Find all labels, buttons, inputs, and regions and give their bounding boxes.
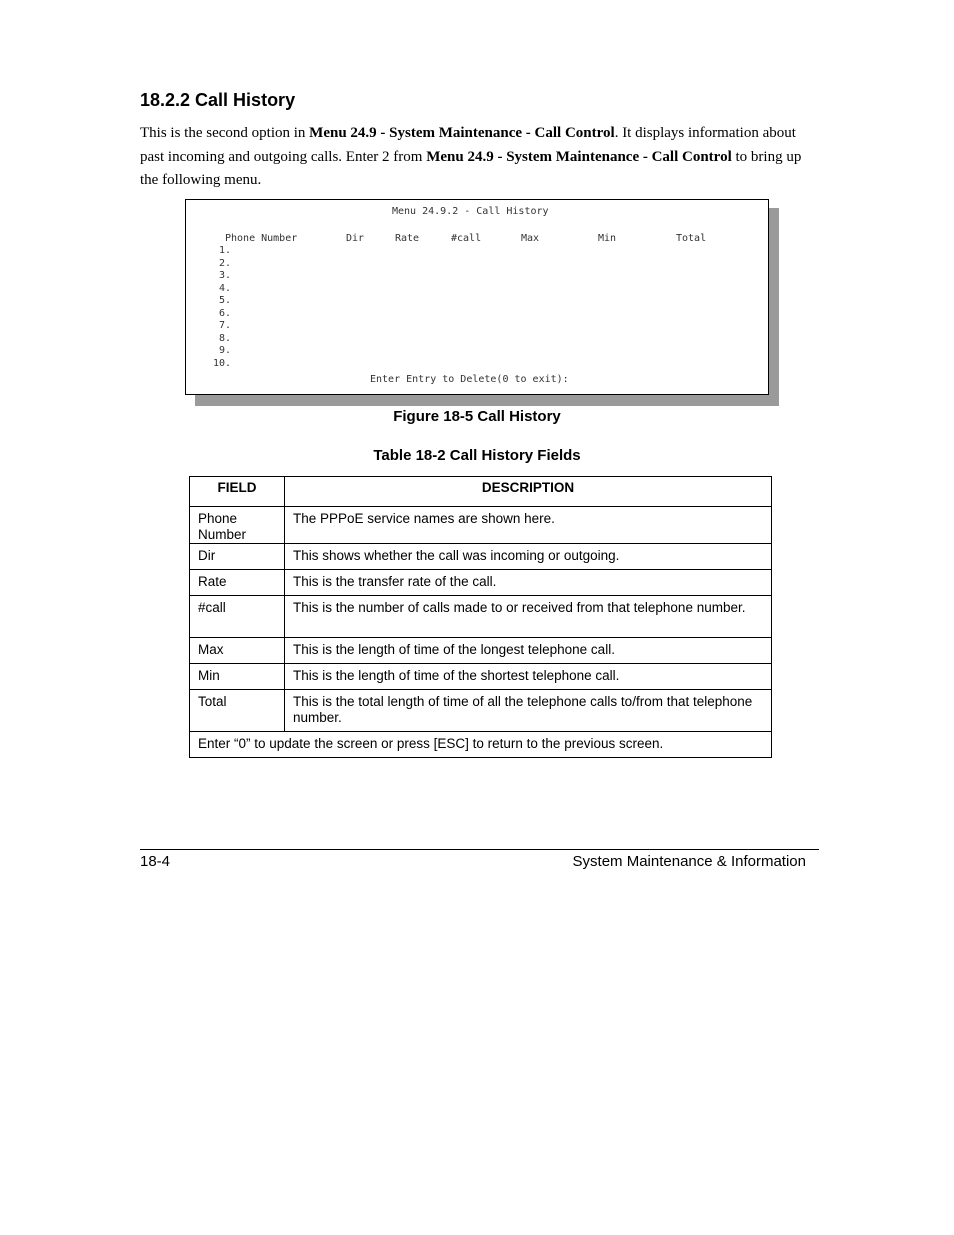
intro-text-1: This is the second option in [140,125,310,141]
table-header-row [190,477,772,507]
entry-row: 9. [219,345,232,356]
intro-text-3: to bring up the following menu. [140,148,802,188]
field-cell: Rate [190,570,285,596]
description-cell: This is the length of time of the shortest telephone call. [285,664,772,690]
entry-row: 4. [219,282,232,294]
entry-row: 10. [213,357,232,369]
entry-row: 8. [219,332,232,344]
table-row [190,690,772,732]
entry-row: 2. [219,257,232,269]
header-field: FIELD [190,477,285,507]
description-cell: This is the number of calls made to or received from that telephone number. [285,596,772,638]
field-cell: #call [190,596,285,638]
column-max: Max [521,233,540,244]
description-cell: This shows whether the call was incoming or outgoing. [285,544,772,570]
terminal-screen [185,199,769,395]
table-row [190,544,772,570]
field-cell: Min [190,664,285,690]
table-row [190,570,772,596]
field-cell: Dir [190,544,285,570]
entry-row: 1. [219,245,232,256]
intro-text-2: . It displays information about past incoming and outgoing calls. Enter 2 from [140,125,796,165]
entry-row: 5. [219,295,232,306]
table-footer-row [190,732,772,758]
entry-row: 6. [219,307,232,319]
table-row [190,664,772,690]
footer-divider [140,849,819,850]
field-cell: Max [190,638,285,664]
field-cell: Phone Number [190,507,285,544]
table-row [190,596,772,638]
menu-reference-1: Menu 24.9 - System Maintenance - Call Control [309,125,615,141]
column-min: Min [598,233,617,244]
field-cell: Total [190,690,285,732]
table-footer-note: Enter “0” to update the screen or press [ESC] to return to the previous screen. [190,732,772,758]
menu-reference-2: Menu 24.9 - System Maintenance - Call Control [426,148,732,165]
chapter-title: System Maintenance & Information [572,853,806,870]
call-history-fields-table [189,476,772,758]
page-number: 18-4 [140,853,171,870]
header-description: DESCRIPTION [285,477,772,507]
description-cell: This is the total length of time of all the telephone calls to/from that telephone number. [285,690,772,732]
description-cell: The PPPoE service names are shown here. [285,507,772,544]
column-total: Total [676,233,707,244]
column-call: #call [451,233,482,244]
screen-title: Menu 24.9.2 - Call History [392,206,549,217]
entry-row: 3. [219,270,232,281]
intro-paragraph [140,122,820,193]
section-heading: 18.2.2 Call History [140,90,296,110]
table-row [190,638,772,664]
delete-entry-prompt[interactable]: Enter Entry to Delete(0 to exit): [370,374,569,385]
column-dir: Dir [346,233,365,244]
figure-caption: Figure 18-5 Call History [393,408,561,425]
column-rate: Rate [395,233,420,244]
table-caption: Table 18-2 Call History Fields [373,447,581,464]
column-phone-number: Phone Number [225,233,298,244]
table-row [190,507,772,544]
description-cell: This is the length of time of the longest telephone call. [285,638,772,664]
entry-row: 7. [219,320,232,331]
description-cell: This is the transfer rate of the call. [285,570,772,596]
